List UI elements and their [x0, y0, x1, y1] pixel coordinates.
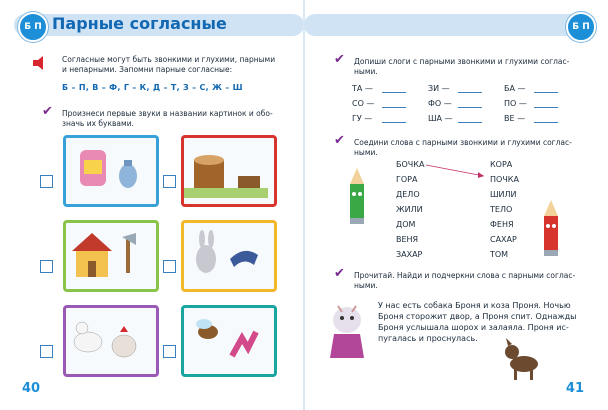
answer-blank[interactable]: [382, 122, 406, 123]
word-left[interactable]: ЗАХАР: [396, 250, 423, 259]
syllable-item: БА —: [504, 84, 526, 93]
syllable-item: ПО —: [504, 99, 527, 108]
answer-blank[interactable]: [458, 107, 482, 108]
syllable-item: ВЕ —: [504, 114, 526, 123]
connector-arrow: [424, 163, 488, 179]
page-number: 41: [565, 381, 584, 396]
word-right[interactable]: ПОЧКА: [490, 175, 519, 184]
task2-line-1: Соедини слова с парными звонкими и глухими соглас-: [354, 138, 572, 147]
task1-line-2: ными.: [354, 67, 378, 76]
answer-blank[interactable]: [382, 92, 406, 93]
task3-line-1: Прочитай. Найди и подчеркни слова с парными соглас-: [354, 271, 576, 280]
syllable-item: ФО —: [428, 99, 452, 108]
checkmark-icon: ✔: [334, 133, 345, 148]
pencil-icon: [540, 200, 562, 260]
word-right[interactable]: ТЕЛО: [490, 205, 513, 214]
word-right[interactable]: КОРА: [490, 160, 513, 169]
answer-checkbox[interactable]: [163, 345, 176, 358]
right-page: [304, 0, 608, 410]
page-number: 40: [22, 381, 41, 396]
syllable-item: ГУ —: [352, 114, 373, 123]
word-left[interactable]: БОЧКА: [396, 160, 425, 169]
answer-checkbox[interactable]: [163, 175, 176, 188]
word-left[interactable]: ДЕЛО: [396, 190, 420, 199]
story-line-3: Броня услышала шорох и залаяла. Проня ис-: [378, 323, 569, 332]
task3-line-2: ными.: [354, 281, 378, 290]
picture-card: [63, 220, 159, 292]
checkmark-icon: ✔: [42, 104, 53, 119]
answer-blank[interactable]: [382, 107, 406, 108]
picture-card: [63, 135, 159, 207]
page-title: Парные согласные: [52, 14, 227, 33]
word-left[interactable]: ЖИЛИ: [396, 205, 423, 214]
word-left[interactable]: ВЕНЯ: [396, 235, 419, 244]
goat-illustration: [324, 300, 370, 360]
task-line-1: Произнеси первые звуки в названии картинок и обо-: [62, 109, 273, 118]
task-line-2: значь их буквами.: [62, 119, 134, 128]
word-left[interactable]: ГОРА: [396, 175, 418, 184]
answer-blank[interactable]: [534, 122, 558, 123]
answer-blank[interactable]: [458, 92, 482, 93]
answer-blank[interactable]: [534, 92, 558, 93]
syllable-item: ША —: [428, 114, 453, 123]
intro-line-2: и непарными. Запомни парные согласные:: [62, 65, 233, 74]
dog-illustration: [500, 338, 546, 382]
syllable-item: ЗИ —: [428, 84, 450, 93]
megaphone-icon: [32, 55, 44, 69]
syllable-item: ТА —: [352, 84, 373, 93]
bp-logo: Б П: [566, 12, 596, 42]
picture-card: [63, 305, 159, 377]
answer-blank[interactable]: [534, 107, 558, 108]
word-left[interactable]: ДОМ: [396, 220, 416, 229]
word-right[interactable]: ТОМ: [490, 250, 509, 259]
checkmark-icon: ✔: [334, 52, 345, 67]
task2-line-2: ными.: [354, 148, 378, 157]
word-right[interactable]: ФЕНЯ: [490, 220, 514, 229]
answer-checkbox[interactable]: [163, 260, 176, 273]
picture-card: [181, 135, 277, 207]
answer-checkbox[interactable]: [40, 345, 53, 358]
picture-card: [181, 220, 277, 292]
intro-line-1: Согласные могут быть звонкими и глухими, парными: [62, 55, 276, 64]
story-line-1: У нас есть собака Броня и коза Проня. Ночью: [378, 301, 571, 310]
answer-checkbox[interactable]: [40, 260, 53, 273]
pencil-icon: [346, 168, 368, 228]
task1-line-1: Допиши слоги с парными звонкими и глухими соглас-: [354, 57, 570, 66]
consonant-pairs: Б – П, В – Ф, Г – К, Д – Т, З – С, Ж – Ш: [62, 83, 243, 92]
story-line-4: пугалась и проснулась.: [378, 334, 478, 343]
word-right[interactable]: САХАР: [490, 235, 517, 244]
picture-card: [181, 305, 277, 377]
syllable-item: СО —: [352, 99, 375, 108]
word-right[interactable]: ШИЛИ: [490, 190, 517, 199]
header-bar: [304, 14, 584, 36]
checkmark-icon: ✔: [334, 266, 345, 281]
bp-logo: Б П: [18, 12, 48, 42]
story-line-2: Броня сторожит двор, а Проня спит. Однажды: [378, 312, 577, 321]
answer-blank[interactable]: [458, 122, 482, 123]
answer-checkbox[interactable]: [40, 175, 53, 188]
